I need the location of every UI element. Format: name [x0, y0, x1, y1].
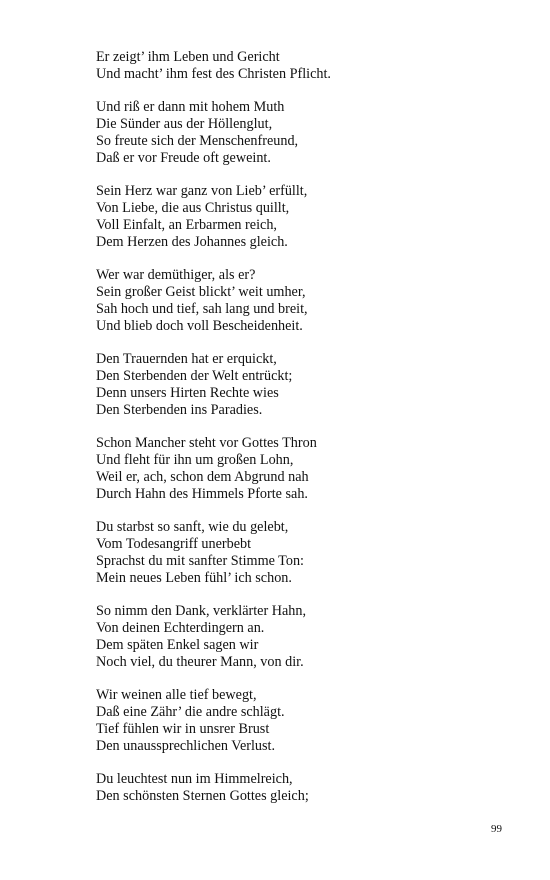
- poem-line: Und macht’ ihm fest des Christen Pflicht.: [96, 66, 331, 82]
- poem-line: Daß eine Zähr’ die andre schlägt.: [96, 704, 285, 720]
- page-number: 99: [491, 823, 502, 835]
- stanza: [96, 435, 496, 503]
- stanza: [96, 267, 496, 335]
- poem-line: Weil er, ach, schon dem Abgrund nah: [96, 469, 309, 485]
- stanza: [96, 771, 496, 805]
- poem-line: Den unaussprechlichen Verlust.: [96, 738, 276, 754]
- stanza: [96, 603, 496, 671]
- poem-line: Die Sünder aus der Höllenglut,: [96, 116, 273, 132]
- poem-line: Sah hoch und tief, sah lang und breit,: [96, 301, 308, 317]
- poem-line: Du leuchtest nun im Himmelreich,: [96, 771, 293, 787]
- poem-line: Den Sterbenden ins Paradies.: [96, 402, 263, 418]
- poem-line: Tief fühlen wir in unsrer Brust: [96, 721, 270, 737]
- poem-line: Von deinen Echterdingern an.: [96, 620, 265, 636]
- poem-line: Den schönsten Sternen Gottes gleich;: [96, 788, 309, 804]
- poem-line: Er zeigt’ ihm Leben und Gericht: [96, 49, 280, 65]
- poem-line: Daß er vor Freude oft geweint.: [96, 150, 271, 166]
- stanza: [96, 183, 496, 251]
- poem-line: Wer war demüthiger, als er?: [96, 267, 256, 283]
- poem-line: So nimm den Dank, verklärter Hahn,: [96, 603, 306, 619]
- poem-line: Du starbst so sanft, wie du gelebt,: [96, 519, 289, 535]
- poem-line: Den Sterbenden der Welt entrückt;: [96, 368, 293, 384]
- poem-line: Dem späten Enkel sagen wir: [96, 637, 259, 653]
- poem-line: Schon Mancher steht vor Gottes Thron: [96, 435, 317, 451]
- stanza: [96, 49, 496, 83]
- poem-line: Denn unsers Hirten Rechte wies: [96, 385, 279, 401]
- poem-line: Und riß er dann mit hohem Muth: [96, 99, 285, 115]
- poem-line: Voll Einfalt, an Erbarmen reich,: [96, 217, 277, 233]
- poem-line: Und blieb doch voll Bescheidenheit.: [96, 318, 303, 334]
- poem-line: Vom Todesangriff unerbebt: [96, 536, 252, 552]
- poem-line: Sein Herz war ganz von Lieb’ erfüllt,: [96, 183, 308, 199]
- poem-line: Und fleht für ihn um großen Lohn,: [96, 452, 294, 468]
- poem-line: Wir weinen alle tief bewegt,: [96, 687, 257, 703]
- poem-line: Dem Herzen des Johannes gleich.: [96, 234, 288, 250]
- poem-line: Sprachst du mit sanfter Stimme Ton:: [96, 553, 304, 569]
- poem-line: Den Trauernden hat er erquickt,: [96, 351, 277, 367]
- poem-text: [96, 49, 496, 821]
- poem-line: Von Liebe, die aus Christus quillt,: [96, 200, 290, 216]
- stanza: [96, 687, 496, 755]
- poem-line: Noch viel, du theurer Mann, von dir.: [96, 654, 304, 670]
- poem-line: So freute sich der Menschenfreund,: [96, 133, 299, 149]
- stanza: [96, 351, 496, 419]
- poem-line: Mein neues Leben fühl’ ich schon.: [96, 570, 292, 586]
- stanza: [96, 519, 496, 587]
- poem-line: Durch Hahn des Himmels Pforte sah.: [96, 486, 308, 502]
- stanza: [96, 99, 496, 167]
- poem-line: Sein großer Geist blickt’ weit umher,: [96, 284, 306, 300]
